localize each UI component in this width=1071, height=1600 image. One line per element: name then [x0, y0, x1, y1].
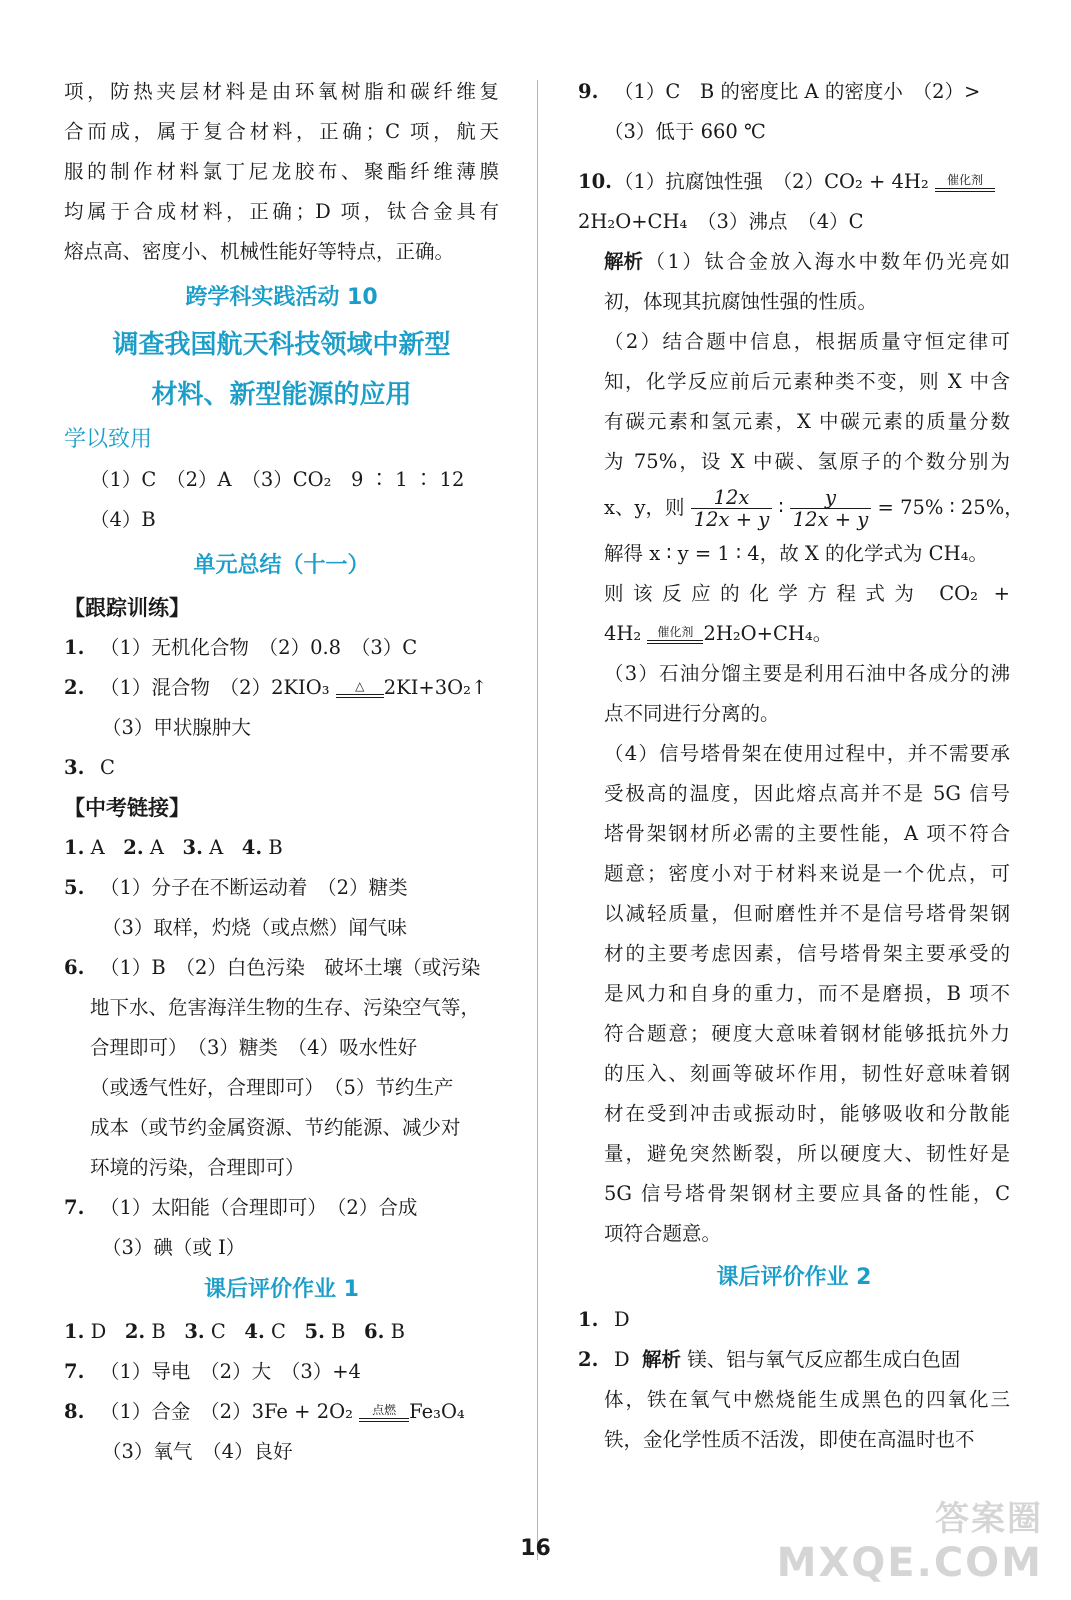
section-heading-genzong: 【跟踪训练】 — [64, 596, 190, 620]
analysis-line: （2）结合题中信息，根据质量守恒定律可 — [604, 330, 1010, 353]
analysis-line: （3）石油分馏主要是利用石油中各成分的沸 — [604, 662, 1010, 685]
answer-line: （1）C （2）A （3）CO₂ 9 ∶ 1 ∶ 12 — [90, 468, 465, 491]
analysis-line: 量，避免突然断裂，所以硬度大、韧性好是 — [604, 1142, 1010, 1165]
answer-text: A — [149, 836, 164, 859]
right-column — [578, 72, 1024, 1460]
reaction-arrow: 催化剂 — [935, 174, 995, 192]
item-number: 2. — [123, 836, 144, 859]
text-line: 服的制作材料氯丁尼龙胶布、聚酯纤维薄膜 — [64, 160, 499, 183]
analysis-text: 镁、铝与氧气反应都生成白色固 — [687, 1348, 961, 1371]
text-line: 合而成，属于复合材料，正确；C 项，航天 — [64, 120, 499, 143]
unit-summary-title: 单元总结（十一） — [193, 553, 370, 578]
analysis-line: 有碳元素和氢元素，X 中碳元素的质量分数 — [604, 410, 1010, 433]
analysis-text: = 75% ∶ 25%， — [877, 496, 1024, 519]
answer-line: 2H₂O+CH₄ （3）沸点 （4）C — [578, 210, 864, 233]
analysis-label: 解析 — [642, 1348, 682, 1371]
item-number: 10. — [578, 170, 612, 193]
activity-title: 跨学科实践活动 10 — [185, 285, 378, 310]
answer-line: （3）氧气 （4）良好 — [102, 1440, 293, 1463]
text-line: 项，防热夹层材料是由环氧树脂和碳纤维复 — [64, 80, 499, 103]
analysis-line: 以减轻质量，但耐磨性并不是信号塔骨架钢 — [604, 902, 1010, 925]
answer-line: （3）碘（或 I） — [102, 1236, 246, 1259]
analysis-line — [578, 614, 1010, 654]
answer-item — [64, 628, 499, 668]
answer-line: 地下水、危害海洋生物的生存、污染空气等， — [90, 996, 481, 1019]
reaction-arrow: 催化剂 — [647, 626, 703, 644]
answer-text: （1）分子在不断运动着 （2）糖类 — [100, 876, 408, 899]
answer-text: （1）C B 的密度比 A 的密度小 （2）> — [614, 80, 981, 103]
answer-text: C — [100, 756, 115, 779]
item-number: 2. — [578, 1348, 599, 1371]
watermark-logo: 答案圈 MXQE.COM — [776, 1499, 1043, 1586]
item-number: 1. — [578, 1308, 599, 1331]
answer-line: （或透气性好，合理即可） （5）节约生产 — [90, 1076, 454, 1099]
answer-text: B — [268, 836, 283, 859]
answer-item — [578, 72, 1010, 112]
analysis-label: 解析 — [604, 250, 644, 273]
analysis-line — [578, 242, 1010, 282]
answer-line: （3）低于 660 ℃ — [604, 120, 766, 143]
activity-subtitle: 调查我国航天科技领域中新型 — [112, 330, 451, 360]
analysis-line: 符合题意；硬度大意味着钢材能够抵抗外力 — [604, 1022, 1010, 1045]
answer-text: B — [331, 1320, 346, 1343]
item-number: 4. — [244, 1320, 265, 1343]
answer-text: A — [90, 836, 105, 859]
answer-text: （1）抗腐蚀性强 （2）CO₂ + 4H₂ — [614, 170, 929, 193]
analysis-line: 题意；密度小对于材料来说是一个优点，可 — [604, 862, 1010, 885]
item-number: 7. — [64, 1196, 85, 1219]
text-line: 均属于合成材料，正确；D 项，钛合金具有 — [64, 200, 499, 223]
activity-subtitle: 材料、新型能源的应用 — [151, 380, 412, 410]
analysis-line: 塔骨架钢材所必需的主要性能，A 项不符合 — [604, 822, 1010, 845]
item-number: 3. — [182, 836, 203, 859]
item-number: 1. — [64, 636, 85, 659]
answer-text: （1）混合物 （2）2KIO₃ — [100, 676, 330, 699]
analysis-line: 材的主要考虑因素，信号塔骨架主要承受的 — [604, 942, 1010, 965]
item-number: 9. — [578, 80, 599, 103]
analysis-line: 则该反应的化学方程式为 CO₂ + — [604, 582, 1010, 605]
analysis-text: 4H₂ — [604, 622, 642, 645]
answer-item — [64, 948, 499, 988]
answer-item — [64, 868, 499, 908]
answer-item — [64, 1312, 499, 1352]
answer-text: （1）无机化合物 （2）0.8 （3）C — [100, 636, 418, 659]
answer-text: （1）导电 （2）大 （3）+4 — [100, 1360, 361, 1383]
item-number: 5. — [64, 876, 85, 899]
analysis-line: 材在受到冲击或振动时，能够吸收和分散能 — [604, 1102, 1010, 1125]
answer-text: D — [614, 1308, 630, 1331]
analysis-line: 解得 x ∶ y = 1 ∶ 4，故 X 的化学式为 CH₄。 — [604, 542, 988, 565]
answer-item — [64, 748, 499, 788]
answer-text: C — [270, 1320, 286, 1343]
answer-item — [64, 668, 499, 708]
analysis-line: 点不同进行分离的。 — [604, 702, 780, 725]
item-number: 7. — [64, 1360, 85, 1383]
answer-text: D — [614, 1348, 630, 1371]
answer-item — [64, 1188, 499, 1228]
ratio-sign: ∶ — [778, 496, 784, 519]
analysis-line: 5G 信号塔骨架钢材主要应具备的性能，C — [604, 1182, 1010, 1205]
item-number: 3. — [184, 1320, 205, 1343]
homework-2-title: 课后评价作业 2 — [716, 1265, 872, 1290]
answer-text: B — [390, 1320, 405, 1343]
item-number: 2. — [64, 676, 85, 699]
answer-item — [578, 1300, 1010, 1340]
analysis-line: 铁，金化学性质不活泼，即使在高温时也不 — [604, 1428, 975, 1451]
item-number: 6. — [64, 956, 85, 979]
answer-item — [64, 828, 499, 868]
item-number: 6. — [364, 1320, 385, 1343]
answer-line: （3）甲状腺肿大 — [102, 716, 251, 739]
answer-text: A — [209, 836, 224, 859]
answer-text: 2KI+3O₂↑ — [383, 676, 488, 699]
analysis-text: x、y，则 — [604, 496, 685, 519]
analysis-line: 为 75%，设 X 中碳、氢原子的个数分别为 — [604, 450, 1010, 473]
analysis-text: 2H₂O+CH₄。 — [703, 622, 833, 645]
section-heading-zhongkao: 【中考链接】 — [64, 796, 190, 820]
analysis-line: 是风力和自身的重力，而不是磨损，B 项不 — [604, 982, 1010, 1005]
analysis-text: （1）钛合金放入海水中数年仍光亮如 — [643, 250, 1010, 273]
answer-text: B — [151, 1320, 166, 1343]
item-number: 5. — [304, 1320, 325, 1343]
item-number: 1. — [64, 836, 85, 859]
analysis-line: 知，化学反应前后元素种类不变，则 X 中含 — [604, 370, 1010, 393]
analysis-line: 受极高的温度，因此熔点高并不是 5G 信号 — [604, 782, 1010, 805]
answer-text: C — [210, 1320, 226, 1343]
left-column — [64, 72, 499, 1472]
answer-line: 合理即可） （3）糖类 （4）吸水性好 — [90, 1036, 418, 1059]
fraction: $\frac{y}{12x + y}$ — [790, 487, 872, 531]
item-number: 8. — [64, 1400, 85, 1423]
answer-item — [64, 1392, 499, 1432]
item-number: 3. — [64, 756, 85, 779]
answer-text: （1）合金 （2）3Fe + 2O₂ — [100, 1400, 353, 1423]
item-number: 4. — [241, 836, 263, 859]
analysis-line: 的压入、刻画等破坏作用，韧性好意味着钢 — [604, 1062, 1010, 1085]
answer-text: Fe₃O₄ — [409, 1400, 465, 1423]
fraction: $\frac{12x}{12x + y}$ — [691, 487, 773, 531]
analysis-line: 初，体现其抗腐蚀性强的性质。 — [604, 290, 878, 313]
analysis-line: （4）信号塔骨架在使用过程中，并不需要承 — [604, 742, 1010, 765]
reaction-arrow: 点燃 — [359, 1404, 409, 1422]
homework-1-title: 课后评价作业 1 — [204, 1277, 359, 1302]
answer-line: 环境的污染，合理即可） — [90, 1156, 305, 1179]
text-line: 熔点高、密度小、机械性能好等特点，正确。 — [64, 240, 455, 263]
answer-text: （1）B （2）白色污染 破坏土壤（或污染 — [100, 956, 481, 979]
item-number: 1. — [64, 1320, 85, 1343]
page-number: 16 — [520, 1536, 551, 1561]
fraction-equation — [578, 482, 1024, 534]
answer-text: （1）太阳能（合理即可） （2）合成 — [100, 1196, 418, 1219]
answer-text: D — [90, 1320, 107, 1343]
column-divider — [537, 80, 538, 1560]
analysis-line: 项符合题意。 — [604, 1222, 722, 1245]
section-heading-xuyizhiyong: 学以致用 — [64, 427, 153, 452]
answer-item — [578, 162, 1010, 202]
answer-line: （3）取样，灼烧（或点燃）闻气味 — [102, 916, 407, 939]
analysis-line: 体，铁在氧气中燃烧能生成黑色的四氧化三 — [604, 1388, 1010, 1411]
answer-item — [578, 1340, 1010, 1380]
item-number: 2. — [124, 1320, 146, 1343]
answer-line: 成本（或节约金属资源、节约能源、减少对 — [90, 1116, 461, 1139]
answer-item — [64, 1352, 499, 1392]
answer-line: （4）B — [90, 508, 156, 531]
reaction-arrow: △ — [336, 680, 384, 698]
